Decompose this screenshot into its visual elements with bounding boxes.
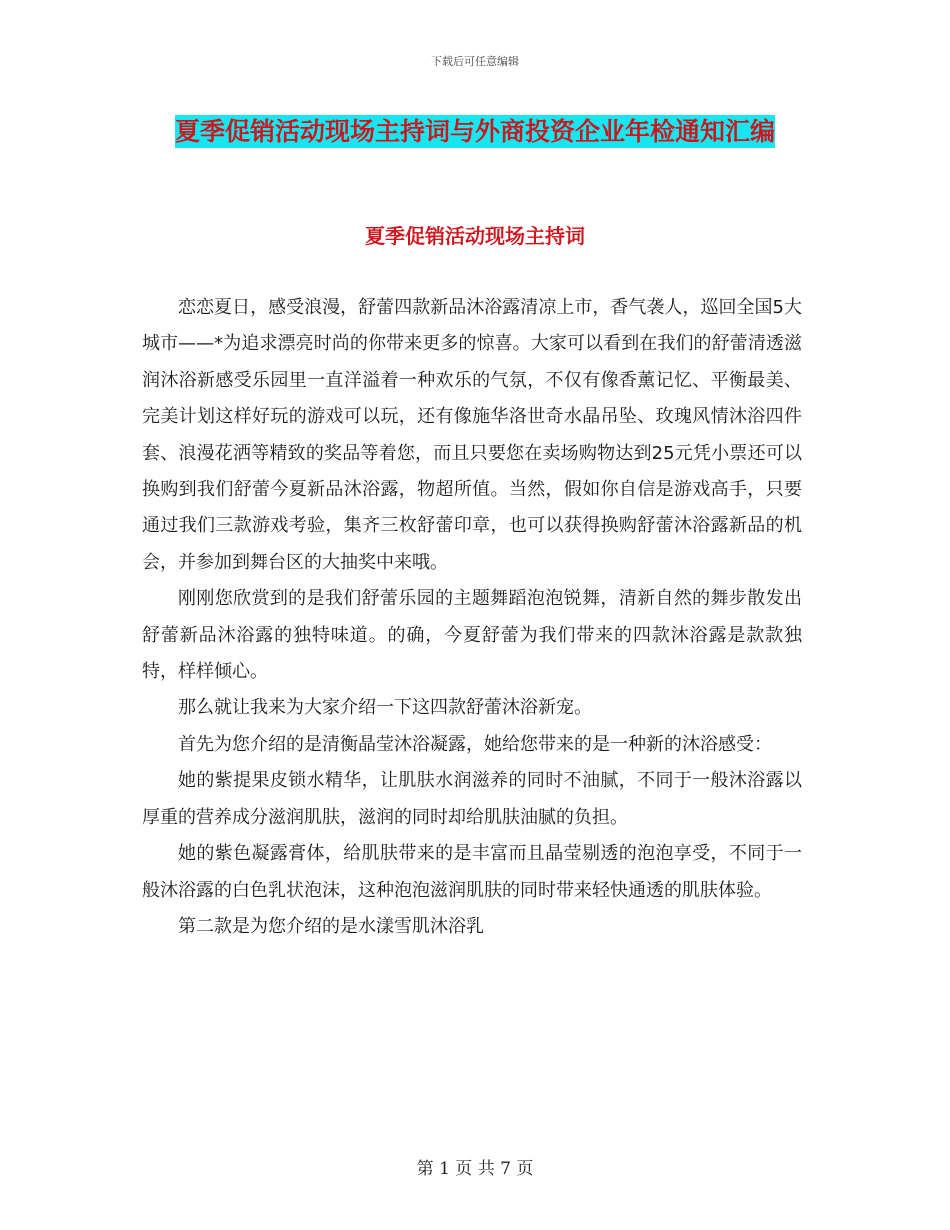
paragraph: 她的紫提果皮锁水精华，让肌肤水润滋养的同时不油腻，不同于一般沐浴露以厚重的营养成分滋润肌肤，滋润的同时却给肌肤油腻的负担。 xyxy=(142,770,802,828)
paragraph: 刚刚您欣赏到的是我们舒蕾乐园的主题舞蹈泡泡锐舞，清新自然的舞步散发出舒蕾新品沐浴露的独特味道。的确，今夏舒蕾为我们带来的四款沐浴露是款款独特，样样倾心。 xyxy=(142,588,802,683)
page-footer: 第 1 页 共 7 页 xyxy=(416,1159,534,1179)
paragraph: 第二款是为您介绍的是水漾雪肌沐浴乳 xyxy=(178,915,484,937)
header-note: 下载后可任意编辑 xyxy=(431,55,519,68)
paragraph: 那么就让我来为大家介绍一下这四款舒蕾沐浴新宠。 xyxy=(178,697,592,719)
paragraph: 恋恋夏日，感受浪漫，舒蕾四款新品沐浴露清凉上市，香气袭人，巡回全国5大城市——*为追求漂亮时尚的你带来更多的惊喜。大家可以看到在我们的舒蕾清透滋润沐浴新感受乐园里一直洋溢着一种欢乐的气氛，不仅有像香薰记忆、平衡最美、完美计划这样好玩的游戏可以玩，还有像施华洛世奇水晶吊坠、玫瑰风情沐浴四件套、浪漫花洒等精致的奖品等着您，而且只要您在卖场购物达到25元凭小票还可以换购到我们舒蕾今夏新品沐浴露，物超所值。当然，假如你自信是游戏高手，只要通过我们三款游戏考验，集齐三枚舒蕾印章，也可以获得换购舒蕾沐浴露新品的机会，并参加到舞台区的大抽奖中来哦。 xyxy=(142,297,802,573)
body-text xyxy=(142,290,802,945)
paragraph: 她的紫色凝露膏体，给肌肤带来的是丰富而且晶莹剔透的泡泡享受，不同于一般沐浴露的白色乳状泡沫，这种泡泡滋润肌肤的同时带来轻快通透的肌肤体验。 xyxy=(142,843,802,901)
section-title: 夏季促销活动现场主持词 xyxy=(365,224,585,248)
document-title-text: 夏季促销活动现场主持词与外商投资企业年检通知汇编 xyxy=(174,117,775,146)
document-title xyxy=(140,110,810,154)
paragraph: 首先为您介绍的是清衡晶莹沐浴凝露，她给您带来的是一种新的沐浴感受： xyxy=(178,733,772,755)
